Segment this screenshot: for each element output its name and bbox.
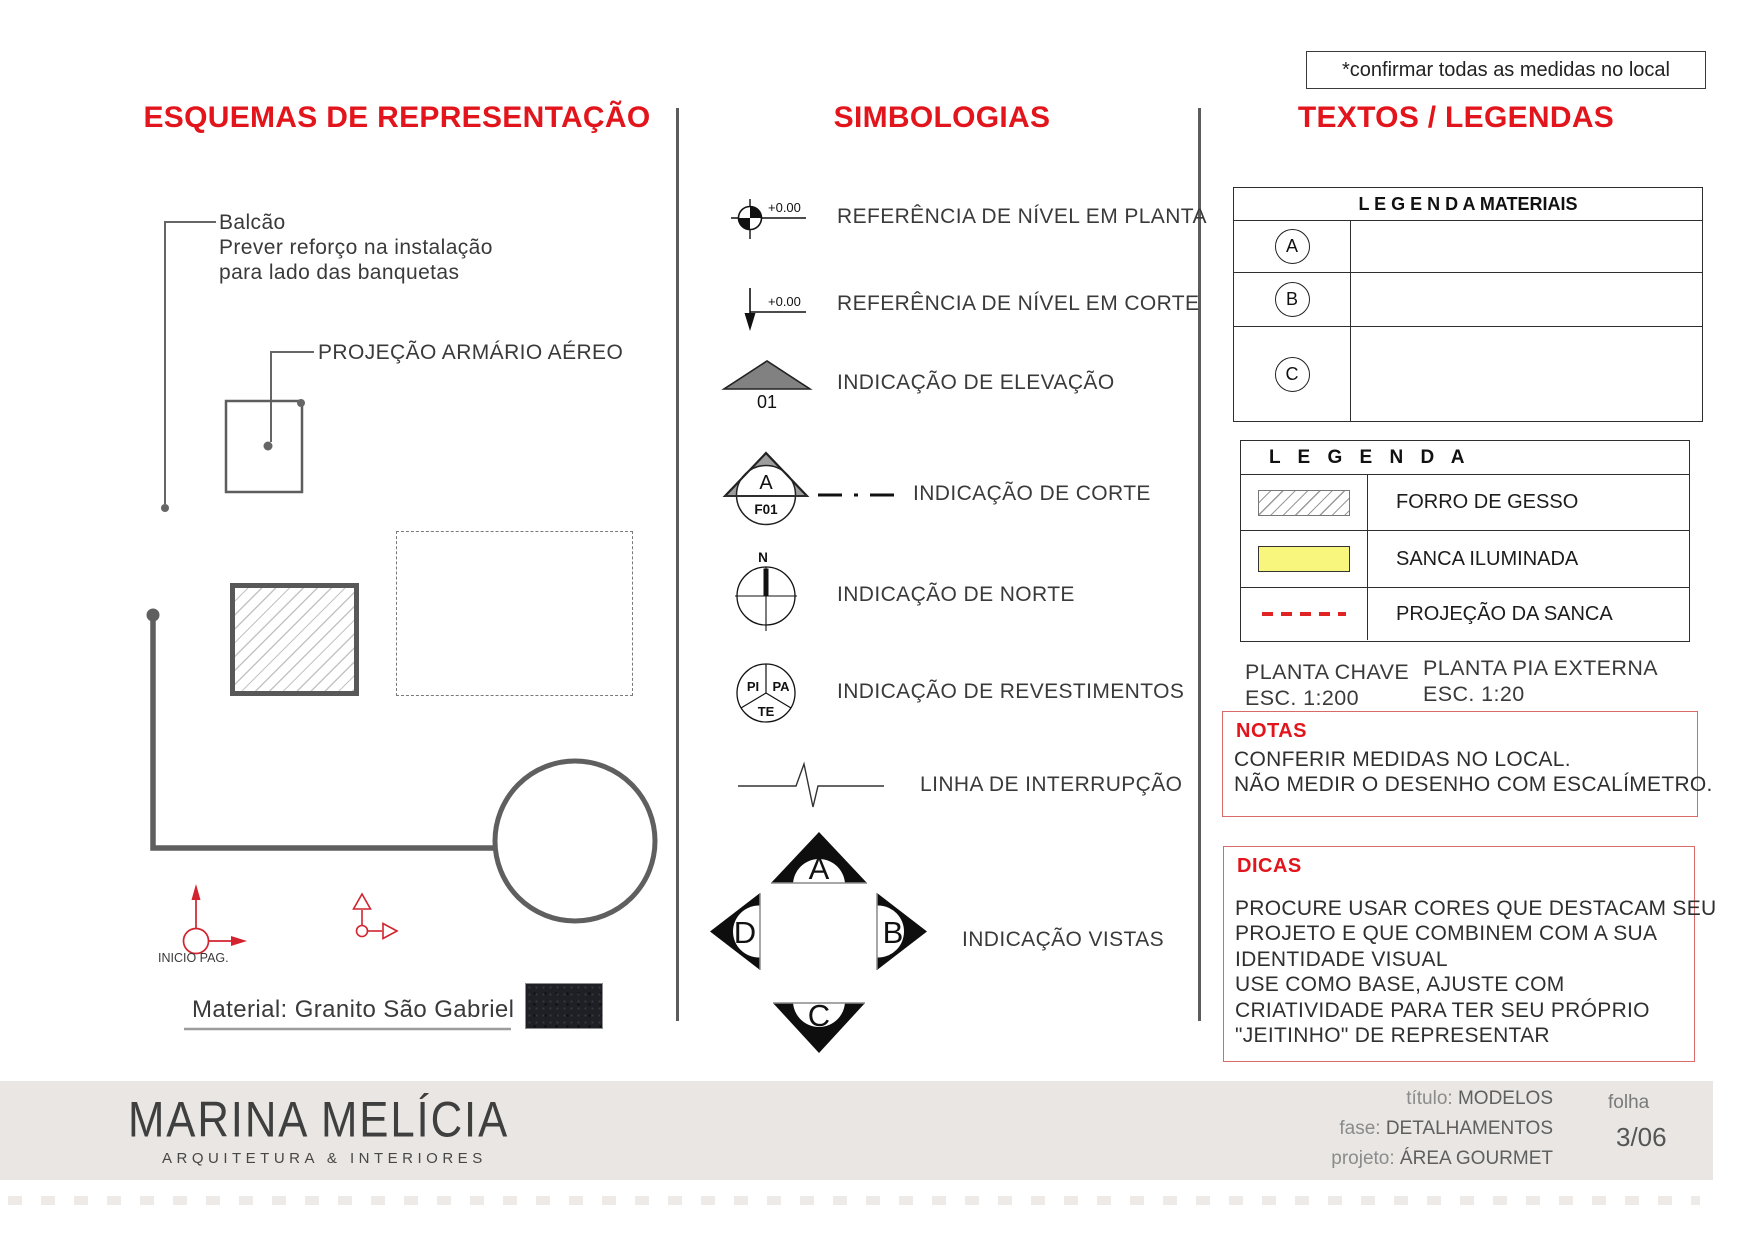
legenda-title: L E G E N D A [1241,441,1689,475]
revestimento-te: TE [757,704,775,719]
dicas-line: CRIATIVIDADE PARA TER SEU PRÓPRIO [1235,998,1650,1022]
elevacao-number: 01 [756,392,778,412]
nivel-planta-symbol [731,199,806,239]
brand-name: MARINA MELÍCIA [128,1091,510,1148]
direction-symbol [354,894,398,939]
symbol-label-revestimentos: INDICAÇÃO DE REVESTIMENTOS [837,680,1185,703]
material-desc-a [1351,221,1702,272]
nivel-corte-value: +0.00 [768,294,801,309]
interrupcao-symbol [738,764,884,807]
planta-chave-scale: ESC. 1:200 [1245,686,1359,710]
field-value: DETALHAMENTOS [1385,1118,1553,1139]
notas-line: NÃO MEDIR O DESENHO COM ESCALÍMETRO. [1234,773,1713,797]
dicas-box [1223,846,1717,1062]
material-desc-b [1351,273,1702,326]
nivel-corte-symbol [745,288,807,331]
corte-letter: A [759,472,773,494]
titleblock-field [1150,1148,1553,1178]
legenda-materiais-title: L E G E N D A MATERIAIS [1234,188,1702,221]
symbol-label-norte: INDICAÇÃO DE NORTE [837,583,1075,606]
dicas-line: IDENTIDADE VISUAL [1235,947,1448,971]
vista-letter-c: C [807,998,831,1033]
dicas-line: PROJETO E QUE COMBINEM COM A SUA [1235,922,1658,946]
notas-box [1222,711,1713,817]
folha-label: folha [1608,1092,1650,1113]
titleblock-fields [1150,1088,1553,1178]
inicio-pag-symbol [184,884,248,954]
balcao-leader-line [161,222,216,512]
legenda-label-projecao: PROJEÇÃO DA SANCA [1396,602,1613,625]
legenda-label-forro: FORRO DE GESSO [1396,491,1579,513]
field-label: título: [1406,1088,1453,1109]
symbol-label-elevacao: INDICAÇÃO DE ELEVAÇÃO [837,371,1115,394]
vista-c [773,975,865,1053]
heading-esquemas: ESQUEMAS DE REPRESENTAÇÃO [143,101,651,134]
notas-title: NOTAS [1236,720,1308,742]
field-label: projeto: [1331,1148,1395,1169]
material-label: Material: Granito São Gabriel [192,996,515,1023]
table-row [1241,531,1689,588]
field-value: MODELOS [1457,1088,1553,1109]
projecao-armario-label: PROJEÇÃO ARMÁRIO AÉREO [318,341,624,364]
vista-letter-a: A [808,851,830,886]
norte-letter: N [758,550,768,565]
material-letter-b: B [1275,282,1310,317]
table-row [1241,588,1689,640]
vista-a [771,832,867,911]
balcao-note-line1: Balcão [219,211,286,234]
perforation-dashes [8,1196,1700,1205]
legenda-materiais-table [1233,187,1703,422]
planta-chave-name: PLANTA CHAVE [1245,660,1410,684]
vista-letter-b: B [882,915,904,950]
legenda-table [1240,440,1690,642]
revestimento-pa: PA [772,679,790,694]
planta-pia-scale: ESC. 1:20 [1423,682,1525,706]
symbol-label-vistas: INDICAÇÃO VISTAS [962,928,1165,951]
material-letter-c: C [1275,357,1310,392]
confirm-measures-text: *confirmar todas as medidas no local [1342,58,1670,81]
planta-pia-name: PLANTA PIA EXTERNA [1423,656,1659,680]
vista-letter-d: D [733,915,757,950]
titleblock-field [1150,1088,1553,1118]
sanca-iluminada-swatch [1258,546,1350,572]
brand-subtitle: ARQUITETURA & INTERIORES [162,1150,487,1167]
balcao-note-line3: para lado das banquetas [219,261,460,284]
vista-d [710,893,785,970]
nivel-planta-value: +0.00 [768,200,801,215]
bancada-outline [147,609,656,922]
revestimentos-symbol [737,664,795,722]
table-row [1241,475,1689,531]
corte-code: F01 [754,502,778,517]
corte-symbol [725,453,896,525]
balcao-note-line2: Prever reforço na instalação [219,236,493,259]
norte-symbol [735,550,797,631]
elevacao-symbol [724,361,810,412]
material-desc-c [1351,327,1702,421]
symbol-label-nivel-planta: REFERÊNCIA DE NÍVEL EM PLANTA [837,205,1207,228]
dicas-title: DICAS [1237,855,1302,877]
field-value: ÁREA GOURMET [1399,1148,1553,1169]
dicas-line: "JEITINHO" DE REPRESENTAR [1235,1023,1550,1047]
symbol-label-nivel-corte: REFERÊNCIA DE NÍVEL EM CORTE [837,292,1200,315]
material-letter-a: A [1275,229,1310,264]
heading-simbologias: SIMBOLOGIAS [833,101,1051,134]
legenda-label-sanca: SANCA ILUMINADA [1396,547,1579,570]
titleblock-field [1150,1118,1553,1148]
projecao-sanca-swatch [1262,612,1346,616]
folha-number: 3/06 [1616,1122,1667,1152]
table-row [1234,327,1702,421]
inicio-pag-label: INICIO PAG. [158,951,229,965]
symbol-label-interrupcao: LINHA DE INTERRUPÇÃO [920,773,1183,796]
heading-textos: TEXTOS / LEGENDAS [1297,101,1615,134]
vistas-symbol [710,832,927,1053]
table-row [1234,273,1702,327]
dicas-line: PROCURE USAR CORES QUE DESTACAM SEU [1235,897,1717,920]
table-row [1234,221,1702,273]
dicas-line: USE COMO BASE, AJUSTE COM [1235,973,1565,997]
forro-gesso-swatch [1258,490,1350,516]
field-label: fase: [1339,1118,1381,1139]
symbol-label-corte: INDICAÇÃO DE CORTE [913,482,1151,505]
notas-line: CONFERIR MEDIDAS NO LOCAL. [1234,748,1571,771]
vista-b [852,893,927,970]
revestimento-pi: PI [746,679,760,694]
